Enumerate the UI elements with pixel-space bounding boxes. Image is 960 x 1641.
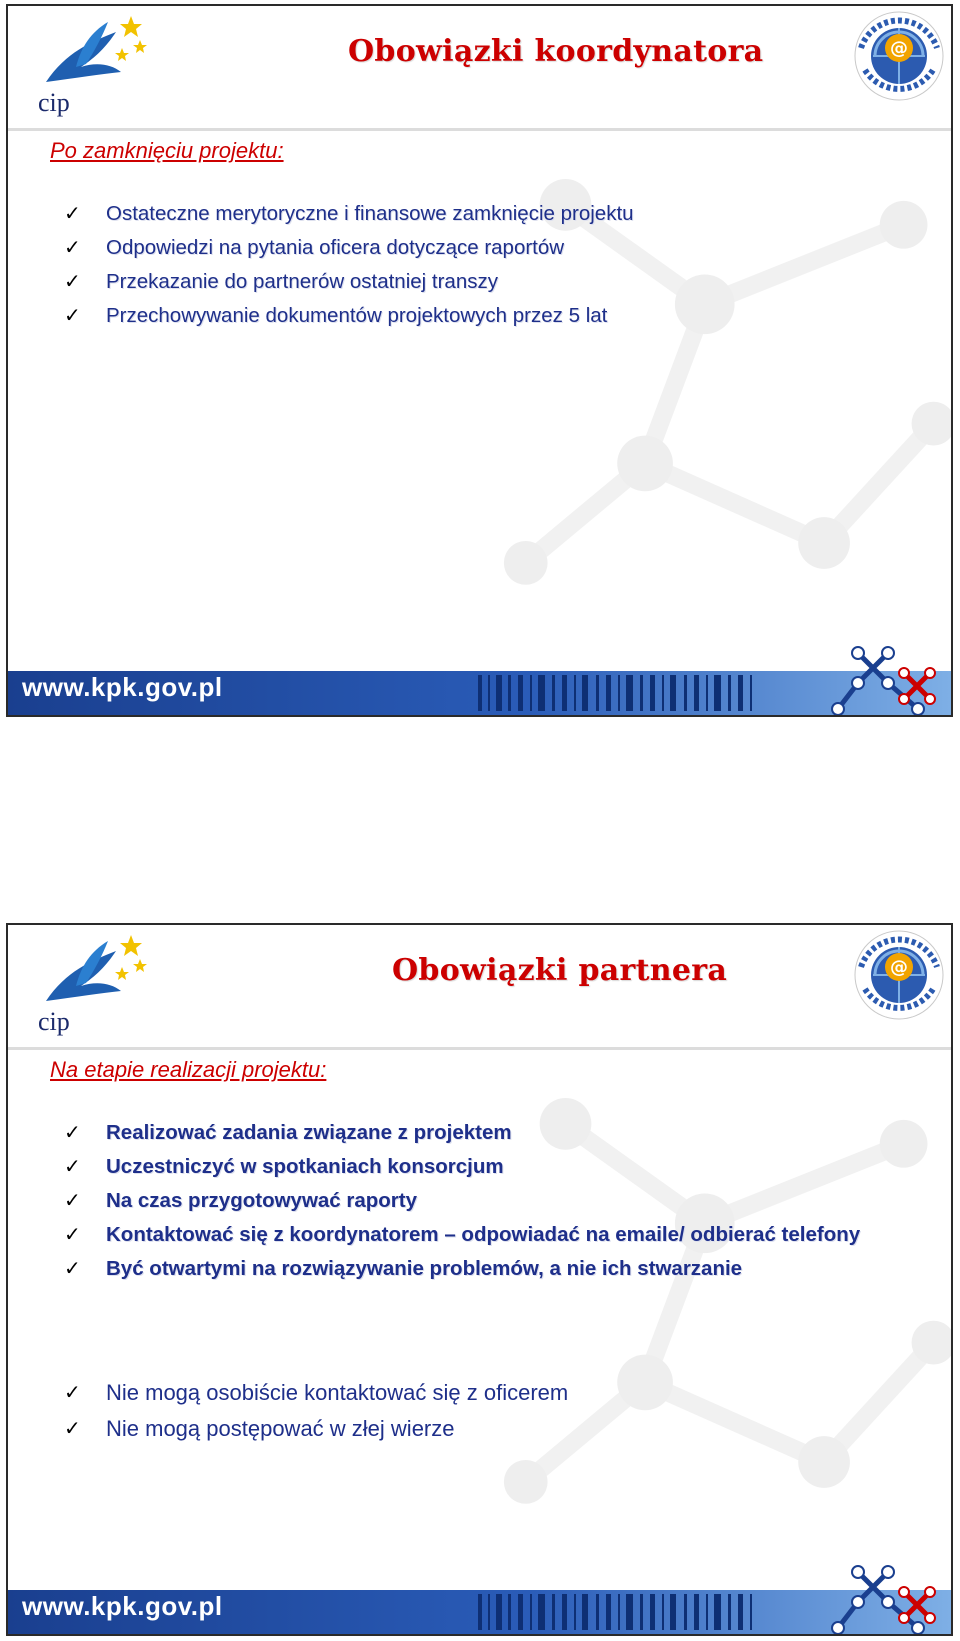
list-item: ✓ Kontaktować się z koordynatorem – odpowiadać na emaile/ odbierać telefony — [64, 1222, 861, 1246]
checkmark-icon: ✓ — [64, 1154, 81, 1178]
list-item: ✓ Realizować zadania związane z projektem — [64, 1120, 512, 1144]
section-heading: Na etapie realizacji projektu: — [50, 1057, 327, 1082]
checkmark-icon: ✓ — [64, 1222, 81, 1246]
footer-website-link[interactable]: www.kpk.gov.pl — [22, 672, 223, 702]
list-item: ✓ Być otwartymi na rozwiązywanie problemów, a nie ich stwarzanie — [64, 1256, 743, 1280]
cip-logo-text: cip — [38, 1007, 70, 1036]
checkmark-icon: ✓ — [64, 1416, 81, 1440]
svg-text:@: @ — [890, 38, 908, 59]
footer-website-link[interactable]: www.kpk.gov.pl — [22, 1591, 223, 1621]
list-item: ✓ Przechowywanie dokumentów projektowych przez 5 lat — [64, 303, 608, 327]
slide-partner-duties — [6, 923, 953, 1636]
checkmark-icon: ✓ — [64, 1380, 81, 1404]
slide-title: Obowiązki partnera — [392, 953, 728, 988]
checkmark-icon: ✓ — [64, 269, 81, 293]
slide-coordinator-duties — [6, 4, 953, 717]
cip-logo-text: cip — [38, 88, 70, 117]
list-item: ✓ Nie mogą postępować w złej wierze — [64, 1416, 455, 1441]
checkmark-icon: ✓ — [64, 201, 81, 225]
checkmark-icon: ✓ — [64, 303, 81, 327]
coordinator-duties-list — [64, 201, 924, 337]
slide-title: Obowiązki koordynatora — [348, 34, 764, 69]
partner-duties-list — [64, 1120, 924, 1290]
slide-header — [8, 925, 951, 1047]
slide-footer — [8, 643, 951, 715]
list-item: ✓ Na czas przygotowywać raporty — [64, 1188, 418, 1212]
list-item: ✓ Uczestniczyć w spotkaniach konsorcjum — [64, 1154, 504, 1178]
miasta-w-internecie-badge-icon — [851, 8, 947, 104]
slide-header — [8, 6, 951, 128]
svg-text:@: @ — [890, 957, 908, 978]
list-item: ✓ Odpowiedzi na pytania oficera dotyczące raportów — [64, 235, 565, 259]
list-item: ✓ Przekazanie do partnerów ostatniej transzy — [64, 269, 498, 293]
header-divider — [8, 1047, 951, 1050]
section-heading: Po zamknięciu projektu: — [50, 138, 284, 163]
slide-footer — [8, 1562, 951, 1634]
checkmark-icon: ✓ — [64, 1188, 81, 1212]
checkmark-icon: ✓ — [64, 1120, 81, 1144]
list-item: ✓ Nie mogą osobiście kontaktować się z oficerem — [64, 1380, 569, 1405]
list-item: ✓ Ostateczne merytoryczne i finansowe zamknięcie projektu — [64, 201, 634, 225]
miasta-w-internecie-badge-icon — [851, 927, 947, 1023]
checkmark-icon: ✓ — [64, 1256, 81, 1280]
header-divider — [8, 128, 951, 131]
checkmark-icon: ✓ — [64, 235, 81, 259]
partner-prohibitions-list — [64, 1380, 924, 1452]
